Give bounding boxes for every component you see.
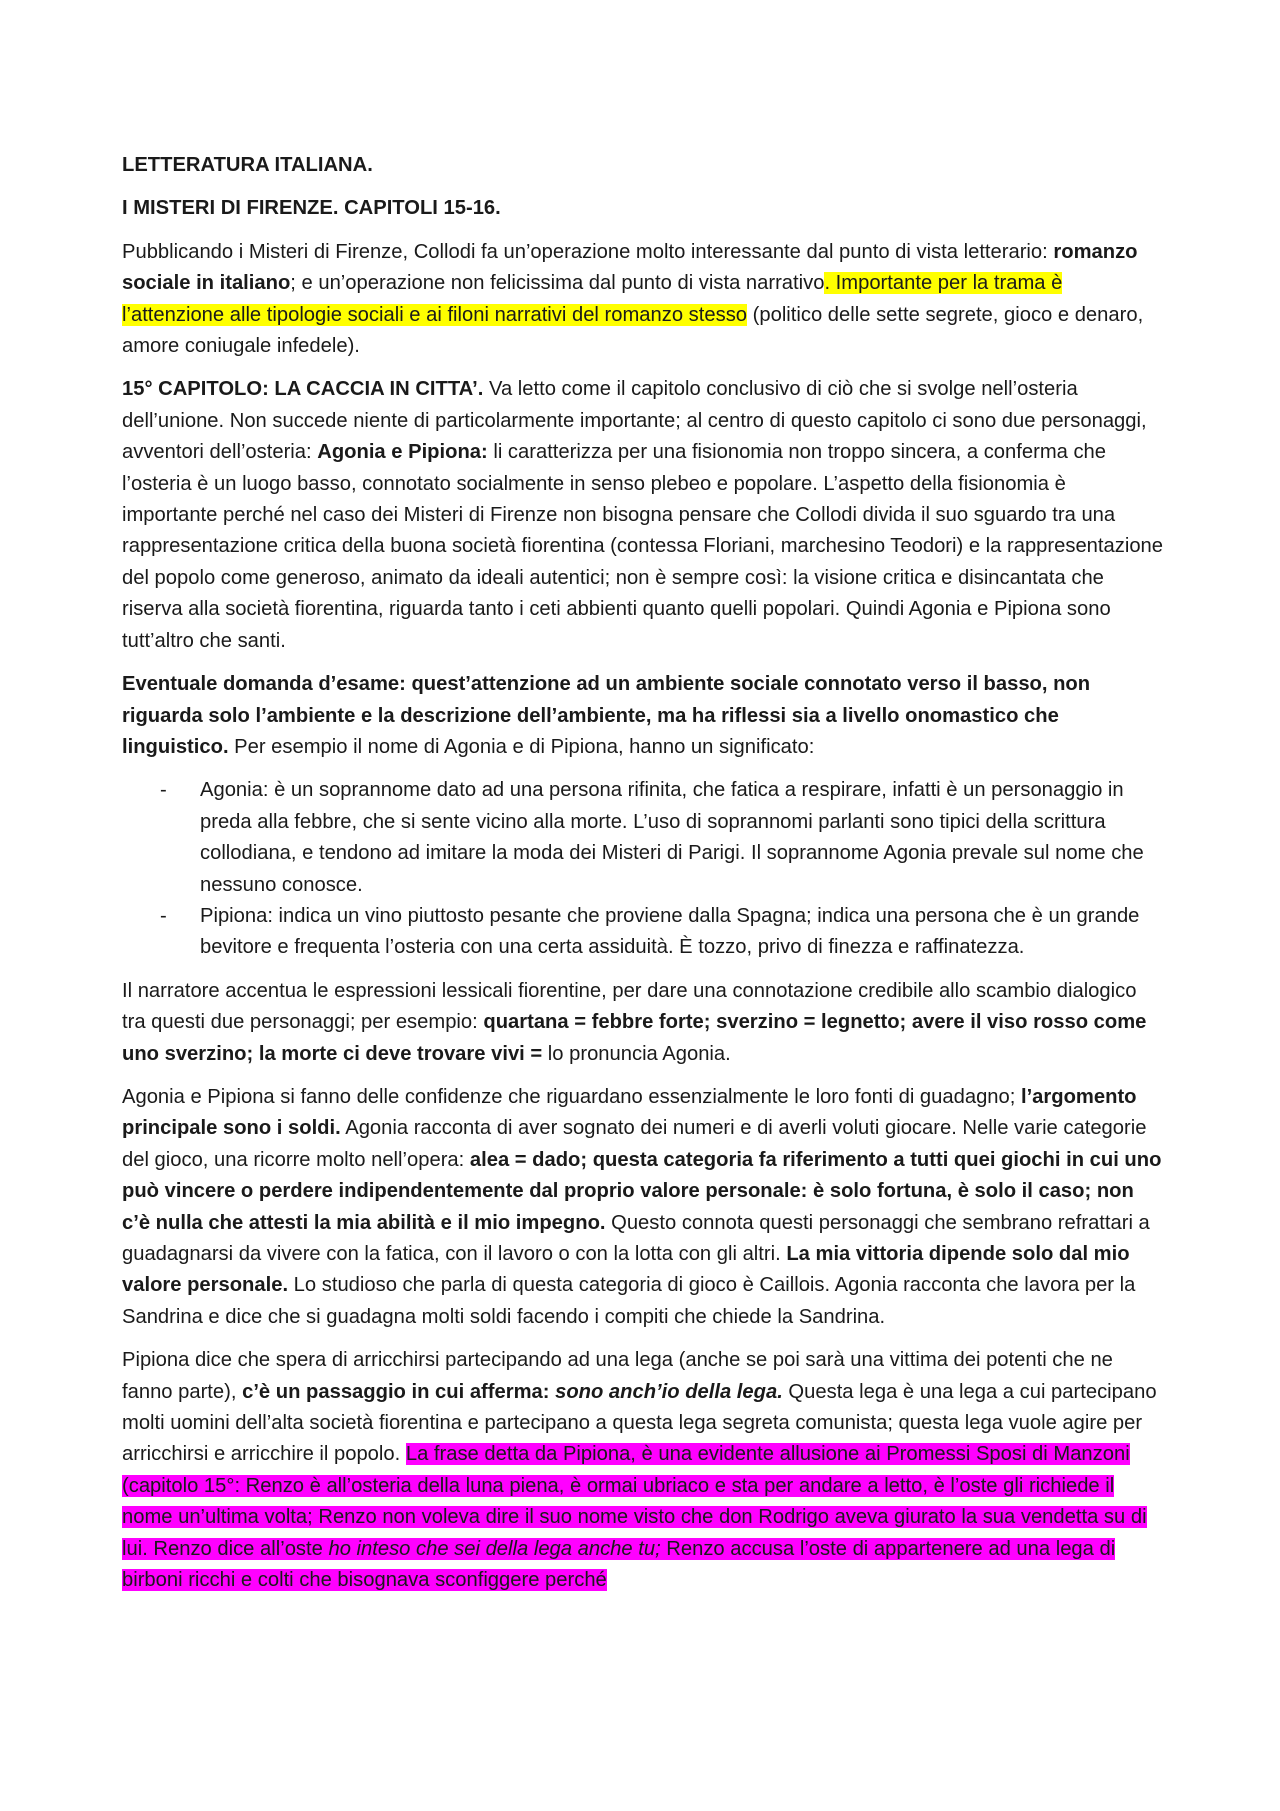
bold-run: 15° CAPITOLO: LA CACCIA IN CITTA’. xyxy=(122,378,484,401)
paragraph-chapter-15 xyxy=(122,374,1165,657)
dash-bullet: - xyxy=(160,904,167,927)
magenta-highlight: La frase detta da Pipiona, è una evidente allusione ai Promessi Sposi di Manzoni (capitolo 15°: Renzo è all’osteria della luna piena, è ormai ubriaco e sta per andare a letto, è l’oste gli richiede il nome un’ultima volta; Renzo non voleva dire il suo nome visto che don Rodrigo aveva giurato la sua vendetta su di lui. Renzo dice all’oste xyxy=(122,1443,1147,1560)
bold-run: l’argomento principale sono i soldi. xyxy=(122,1085,1137,1140)
list-item xyxy=(160,775,1165,901)
text-run: ; e un’operazione non felicissima dal punto di vista narrativo xyxy=(290,272,825,295)
document-title: LETTERATURA ITALIANA. xyxy=(122,154,373,176)
paragraph-lexicon xyxy=(122,976,1165,1070)
list-item-text: Agonia: è un soprannome dato ad una persona rifinita, che fatica a respirare, infatti è un personaggio in preda alla febbre, che si sente vicino alla morte. L’uso di soprannomi parlanti sono tipici della scrittura collodiana, e tendono ad imitare la moda dei Misteri di Parigi. Il soprannome Agonia prevale sul nome che nessuno conosce. xyxy=(200,779,1144,896)
text-run: Questo connota questi personaggi che sembrano refrattari a guadagnarsi da vivere con la fatica, con il lavoro o con la lotta con gli altri. xyxy=(122,1211,1150,1265)
text-run: Per esempio il nome di Agonia e di Pipiona, hanno un significato: xyxy=(228,735,815,758)
magenta-highlight: Renzo accusa l’oste di appartenere ad una lega di birboni ricchi e colti che bisognava sconfiggere perché xyxy=(122,1537,1116,1592)
list-item xyxy=(160,901,1165,964)
paragraph-intro xyxy=(122,237,1165,363)
text-run: Pubblicando i Misteri di Firenze, Collodi fa un’operazione molto interessante dal punto di vista letterario: xyxy=(122,240,1054,263)
paragraph-lega xyxy=(122,1345,1165,1596)
paragraph-exam-question xyxy=(122,669,1165,763)
italic-run: ho inteso che sei della lega anche tu; xyxy=(328,1537,661,1560)
bold-run: Eventuale domanda d’esame: quest’attenzione ad un ambiente sociale connotato verso il basso, non riguarda solo l’ambiente e la descrizione dell’ambiente, ma ha riflessi sia a livello onomastico che linguistico. xyxy=(122,673,1091,758)
bold-italic-run xyxy=(555,1381,783,1403)
text-run: (politico delle sette segrete, gioco e denaro, amore coniugale infedele). xyxy=(122,303,1144,358)
text-run: Lo studioso che parla di questa categoria di gioco è Caillois. Agonia racconta che lavora per la Sandrina e dice che si guadagna molti soldi facendo i compiti che chiede la Sandrina. xyxy=(122,1274,1136,1328)
bold-run: c’è un passaggio in cui afferma: xyxy=(242,1380,556,1403)
bold-run: Agonia e Pipiona: xyxy=(317,441,488,464)
text-run: Il narratore accentua le espressioni lessicali fiorentine, per dare una connotazione credibile allo scambio dialogico tra questi due personaggi; per esempio: xyxy=(122,979,1137,1034)
text-run: lo pronuncia Agonia. xyxy=(542,1042,731,1065)
list-item-text: Pipiona: indica un vino piuttosto pesante che proviene dalla Spagna; indica una persona che è un grande bevitore e frequenta l’osteria con una certa assiduità. È tozzo, privo di finezza e raffinatezza. xyxy=(200,904,1140,959)
text-run: Va letto come il capitolo conclusivo di ciò che si svolge nell’osteria dell’unione. Non succede niente di particolarmente importante; al centro di questo capitolo ci sono due personaggi, avventori dell’osteria: xyxy=(122,378,1147,464)
text-run: Agonia racconta di aver sognato dei numeri e di averli voluti giocare. Nelle varie categorie del gioco, una ricorre molto nell’opera: xyxy=(122,1117,1147,1171)
bold-run: La mia vittoria dipende solo dal mio valore personale. xyxy=(122,1243,1130,1297)
bold-run: alea = dado; questa categoria fa riferimento a tutti quei giochi in cui uno può vincere o perdere indipendentemente dal proprio valore personale: è solo fortuna, è solo il caso; non c’è nulla che attesti la mia abilità e il mio impegno. xyxy=(122,1148,1162,1234)
italic-run: sono anch’io della lega. xyxy=(555,1380,783,1403)
text-run: Agonia e Pipiona si fanno delle confidenze che riguardano essenzialmente le loro fonti di guadagno; xyxy=(122,1085,1021,1108)
paragraph-money xyxy=(122,1082,1165,1333)
dash-bullet: - xyxy=(160,779,167,802)
section-title: I MISTERI DI FIRENZE. CAPITOLI 15-16. xyxy=(122,197,501,220)
magenta-highlight-italic xyxy=(328,1538,660,1560)
text-run: Questa lega è una lega a cui partecipano molti uomini dell’alta società fiorentina e partecipano a questa lega segreta comunista; questa lega vuole agire per arricchirsi e arricchire il popolo. xyxy=(122,1380,1157,1466)
nickname-list xyxy=(122,775,1165,963)
bold-run: quartana = febbre forte; sverzino = legnetto; avere il viso rosso come uno sverzino; la morte ci deve trovare vivi = xyxy=(122,1011,1147,1065)
bold-run: romanzo sociale in italiano xyxy=(122,240,1138,295)
text-run: li caratterizza per una fisionomia non troppo sincera, a conferma che l’osteria è un luogo basso, connotato socialmente in senso plebeo e popolare. L’aspetto della fisionomia è importante perché nel caso dei Misteri di Firenze non bisogna pensare che Collodi divida il suo sguardo tra una rappresentazione critica della buona società fiorentina (contessa Floriani, marchesino Teodori) e la rappresentazione del popolo come generoso, animato da ideali autentici; non è sempre così: la visione critica e disincantata che riserva alla società fiorentina, riguarda tanto i ceti abbienti quanto quelli popolari. Quindi Agonia e Pipiona sono tutt’altro che santi. xyxy=(122,441,1163,652)
text-run: Pipiona dice che spera di arricchirsi partecipando ad una lega (anche se poi sarà una vittima dei potenti che ne fanno parte), xyxy=(122,1349,1113,1403)
yellow-highlight: . Importante per la trama è l’attenzione alle tipologie sociali e ai filoni narrativi del romanzo stesso xyxy=(122,272,1063,326)
